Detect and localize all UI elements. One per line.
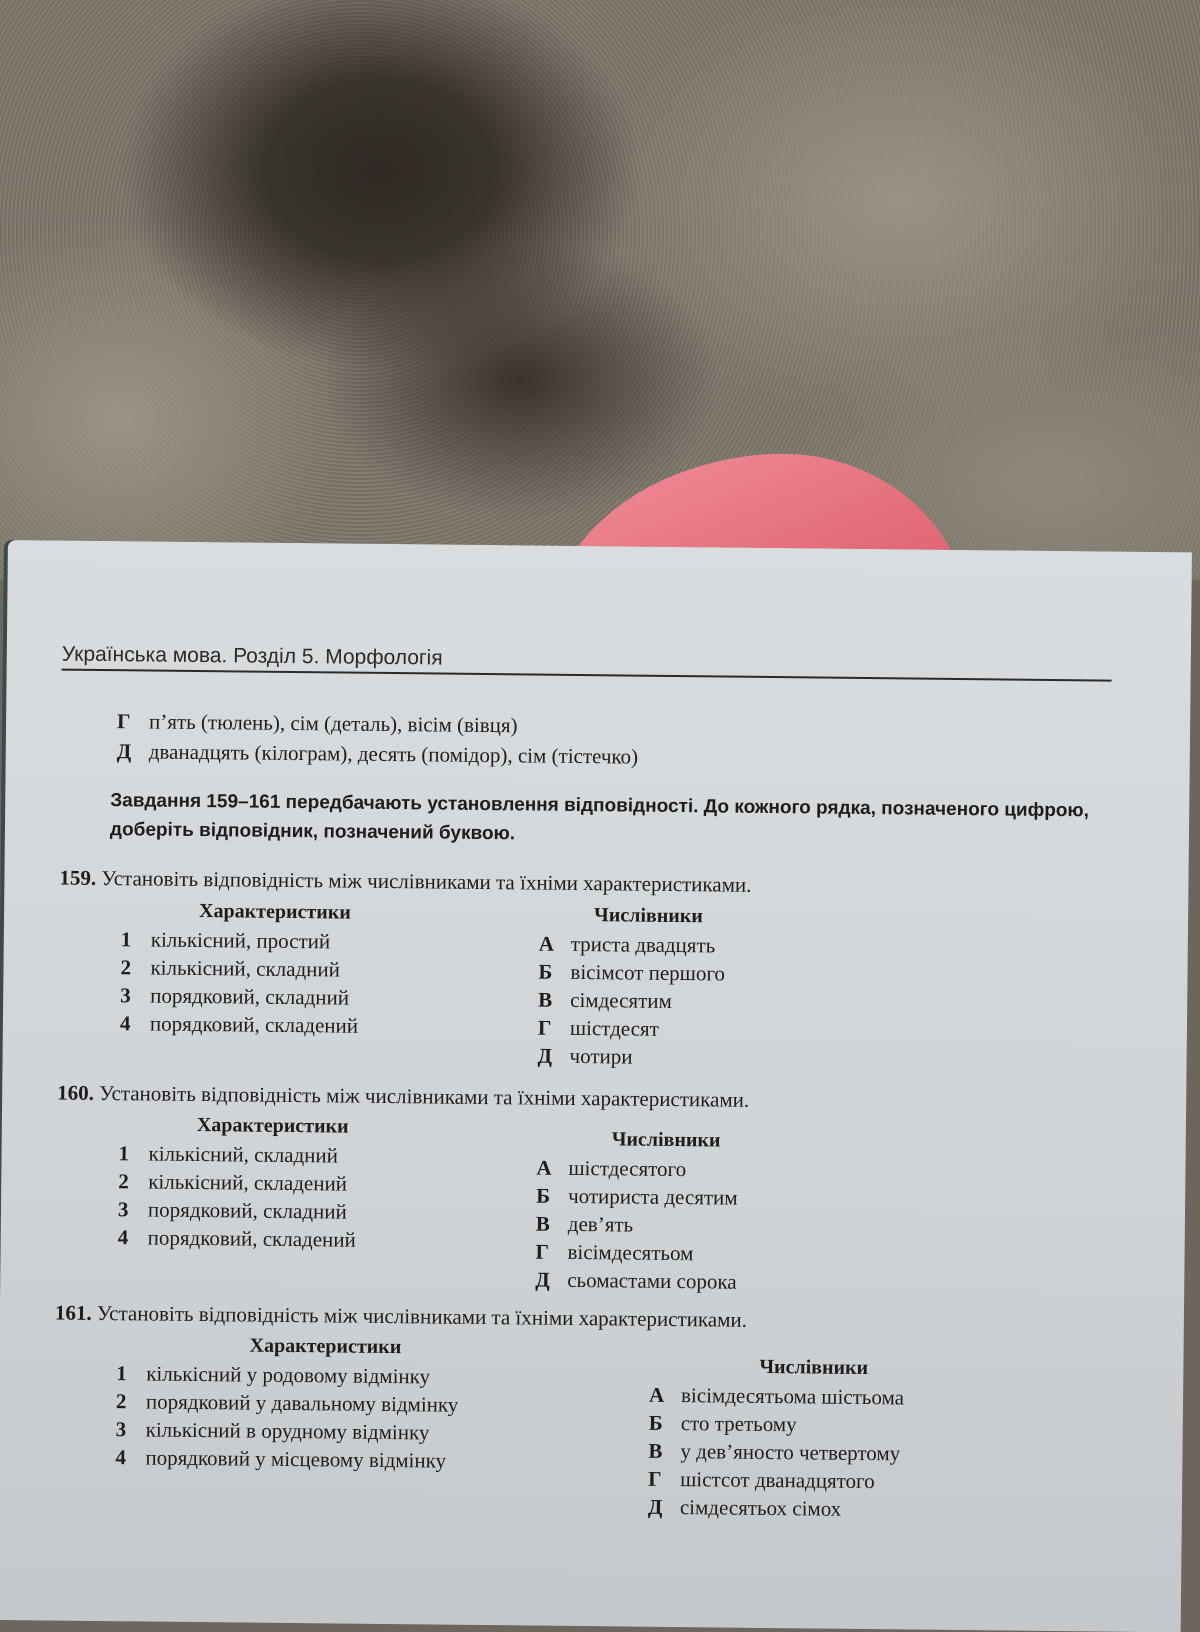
item-text: шістсот дванадцятого	[680, 1467, 875, 1494]
task-160-left-item	[118, 1197, 347, 1224]
prev-option-g	[117, 709, 518, 738]
task-160-left-item	[118, 1141, 338, 1168]
item-letter: Б	[648, 1410, 663, 1435]
carpet-background	[0, 0, 1200, 580]
task-159-left-item	[120, 955, 340, 982]
task-160-left-item	[118, 1225, 356, 1252]
task-161-right-item	[649, 1383, 904, 1411]
item-letter: Г	[535, 1239, 550, 1264]
task-160-right-item	[536, 1184, 738, 1211]
task-159-left-item	[120, 983, 349, 1010]
item-text: порядковий, складений	[147, 1225, 356, 1252]
item-letter: А	[538, 931, 555, 956]
item-letter: Г	[648, 1466, 662, 1491]
item-letter: В	[648, 1438, 663, 1463]
item-number: 2	[120, 955, 132, 980]
item-number: 1	[120, 927, 132, 952]
task-text: Установіть відповідність між числівниками та їхніми характеристиками.	[96, 1300, 748, 1332]
task-161-title	[55, 1301, 747, 1333]
task-160-right-item	[535, 1268, 737, 1295]
item-text: кількісний в орудному відмінку	[145, 1417, 430, 1445]
task-161-right-head: Числівники	[759, 1355, 869, 1380]
task-160-right-item	[535, 1240, 693, 1267]
task-160-right-item	[536, 1212, 634, 1238]
item-text: сто третьому	[680, 1411, 797, 1437]
item-text: дев’ять	[567, 1211, 634, 1237]
task-160-right-item	[536, 1156, 686, 1183]
item-number: 3	[120, 983, 131, 1008]
item-number: 2	[118, 1169, 129, 1194]
task-159-left-item	[121, 927, 331, 954]
item-number: 4	[119, 1011, 131, 1036]
task-161-left-item	[116, 1417, 430, 1445]
task-161-right-item	[648, 1467, 875, 1494]
item-text: порядковий, складений	[149, 1011, 359, 1038]
item-letter: Г	[537, 1015, 552, 1040]
item-number: 3	[117, 1197, 129, 1222]
task-161-left-item	[115, 1445, 446, 1473]
item-letter: А	[648, 1382, 665, 1407]
task-159-right-item	[538, 960, 725, 987]
book-page	[0, 540, 1192, 1632]
item-text: кількісний, простий	[150, 927, 331, 954]
task-159-right-head: Числівники	[593, 904, 703, 928]
task-number: 161.	[54, 1300, 92, 1325]
task-text: Установіть відповідність між числівниками та їхніми характеристиками.	[101, 865, 752, 897]
option-letter: Г	[116, 709, 131, 734]
task-161-right-item	[648, 1495, 842, 1522]
item-text: порядковий у місцевому відмінку	[145, 1445, 447, 1473]
task-160-title	[57, 1081, 749, 1113]
page-header: Українська мова. Розділ 5. Морфологія	[62, 643, 1112, 682]
task-number: 160.	[57, 1080, 95, 1105]
task-161-left-item	[116, 1389, 459, 1418]
item-letter: Д	[647, 1494, 663, 1519]
item-text: кількісний, складний	[148, 1141, 339, 1168]
item-letter: В	[535, 1211, 551, 1236]
item-letter: Б	[538, 959, 553, 984]
task-159-left-head: Характеристики	[199, 900, 351, 924]
item-letter: Д	[537, 1043, 553, 1068]
item-text: кількісний, складний	[150, 955, 341, 982]
item-letter: А	[536, 1155, 552, 1180]
item-text: шістдесятого	[568, 1155, 687, 1182]
task-160-right-head: Числівники	[611, 1128, 721, 1152]
item-text: кількісний у родовому відмінку	[146, 1361, 431, 1389]
task-161-right-item	[648, 1439, 900, 1467]
task-159-right-item	[538, 1016, 659, 1042]
item-text: вісімдесятьома шістьома	[680, 1383, 905, 1410]
task-159-title	[59, 866, 751, 898]
option-text: дванадцять (кілограм), десять (помідор), сім (тістечко)	[148, 739, 639, 769]
item-text: чотириста десятим	[568, 1183, 738, 1210]
item-letter: В	[538, 987, 553, 1012]
task-159-right-item	[539, 932, 716, 959]
task-159-right-item	[537, 1044, 632, 1070]
item-number: 1	[118, 1141, 130, 1166]
task-number: 159.	[59, 865, 97, 890]
task-161-left-item	[116, 1361, 430, 1389]
item-text: сімдесятим	[570, 987, 673, 1013]
instructions: Завдання 159–161 передбачають установлення відповідності. До кожного рядка, позначеного цифрою, доберіть відповідник, позначений буквою.	[109, 790, 1090, 845]
item-text: триста двадцять	[570, 931, 716, 958]
item-text: сімдесятьох сімох	[679, 1495, 842, 1521]
item-text: чотири	[569, 1043, 633, 1069]
item-number: 4	[117, 1225, 129, 1250]
item-text: кількісний, складений	[148, 1169, 348, 1196]
task-159-right-item	[538, 988, 672, 1014]
item-text: у дев’яносто четвертому	[680, 1439, 901, 1466]
task-text: Установіть відповідність між числівниками та їхніми характеристиками.	[99, 1080, 750, 1112]
item-number: 3	[115, 1417, 127, 1442]
item-text: сьомастами сорока	[567, 1267, 737, 1294]
task-160-left-head: Характеристики	[196, 1114, 349, 1138]
item-text: порядковий у давальному відмінку	[145, 1389, 459, 1417]
item-number: 1	[116, 1361, 127, 1386]
task-160-left-item	[118, 1169, 347, 1196]
task-161-left-head: Характеристики	[249, 1334, 402, 1359]
item-text: порядковий, складний	[147, 1197, 347, 1224]
item-number: 4	[115, 1445, 127, 1470]
item-letter: Б	[536, 1183, 551, 1208]
task-161-right-item	[649, 1411, 797, 1438]
item-text: вісімсот першого	[570, 959, 726, 986]
task-159-left-item	[120, 1011, 358, 1038]
item-text: порядковий, складний	[150, 983, 350, 1010]
option-text: п’ять (тюлень), сім (деталь), вісім (вівця)	[148, 709, 518, 738]
prev-option-d	[117, 739, 639, 769]
option-letter: Д	[116, 739, 132, 764]
item-number: 2	[115, 1389, 127, 1414]
item-text: шістдесят	[569, 1015, 659, 1041]
item-text: вісімдесятьом	[567, 1239, 694, 1266]
item-letter: Д	[535, 1267, 550, 1292]
